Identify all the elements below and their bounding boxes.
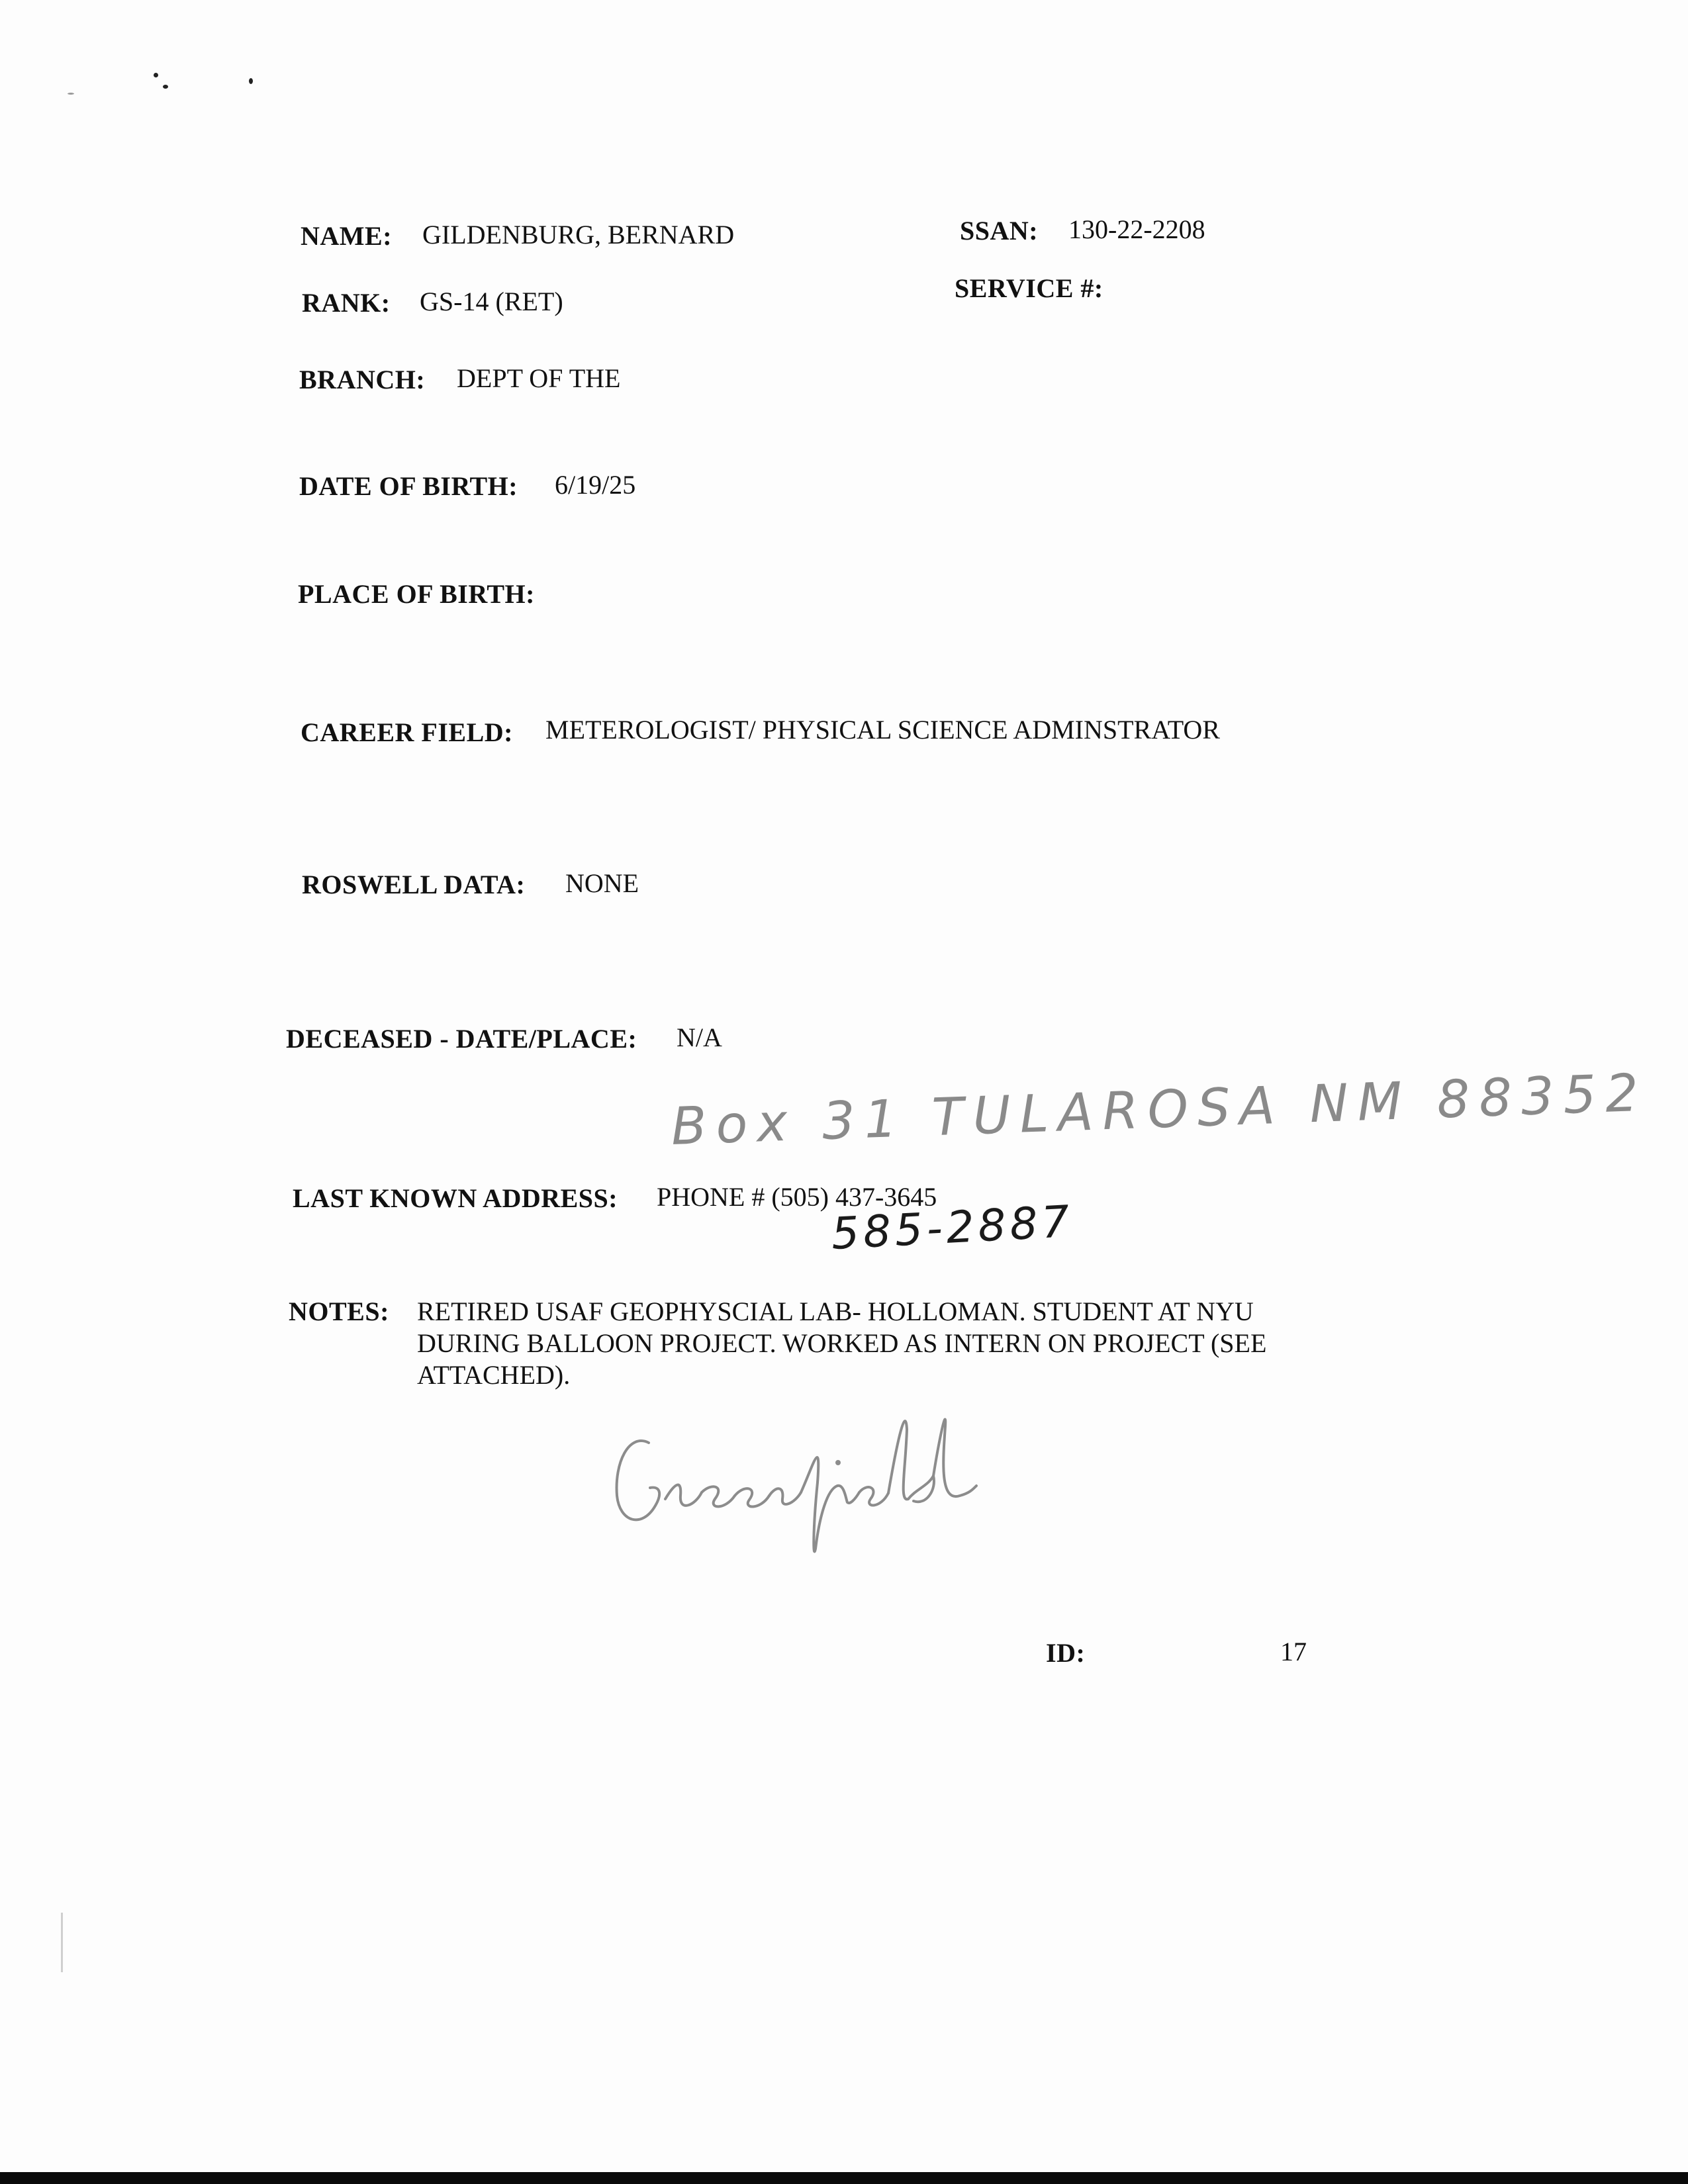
id-label: ID:: [1046, 1638, 1086, 1668]
roswell-label: ROSWELL DATA:: [302, 870, 526, 899]
notes-line: DURING BALLOON PROJECT. WORKED AS INTERN ON PROJECT (SEE: [417, 1328, 1267, 1358]
career-label: CAREER FIELD:: [301, 717, 513, 747]
scan-speck: [68, 93, 74, 95]
notes-label: NOTES:: [289, 1297, 389, 1326]
branch-label: BRANCH:: [299, 365, 426, 394]
career-value: METEROLOGIST/ PHYSICAL SCIENCE ADMINSTRATOR: [545, 715, 1220, 745]
address-field: [293, 1185, 618, 1212]
name-field: [301, 223, 392, 250]
dob-value: 6/19/25: [555, 470, 636, 500]
handwritten-signature: [602, 1363, 1013, 1555]
dob-field: [299, 473, 518, 500]
pob-field: [298, 581, 535, 608]
deceased-label: DECEASED - DATE/PLACE:: [286, 1024, 637, 1054]
address-value: PHONE # (505) 437-3645: [657, 1182, 937, 1212]
notes-line: RETIRED USAF GEOPHYSCIAL LAB- HOLLOMAN. STUDENT AT NYU: [417, 1297, 1254, 1326]
roswell-value: NONE: [565, 868, 639, 898]
scan-speck: [163, 85, 168, 89]
rank-field: [302, 290, 391, 316]
scan-speck: [154, 73, 158, 77]
ssan-value: 130-22-2208: [1068, 214, 1205, 244]
deceased-value: N/A: [677, 1023, 722, 1052]
dob-label: DATE OF BIRTH:: [299, 471, 518, 501]
roswell-field: [302, 872, 525, 898]
address-label: LAST KNOWN ADDRESS:: [293, 1183, 618, 1213]
handwritten-phone: 585-2887: [829, 1195, 1075, 1259]
id-value: 17: [1280, 1637, 1307, 1666]
name-label: NAME:: [301, 221, 393, 251]
career-field: [301, 719, 513, 746]
deceased-field: [286, 1026, 637, 1052]
rank-value: GS-14 (RET): [420, 287, 563, 316]
notes-line: ATTACHED).: [417, 1360, 571, 1390]
scan-edge-mark: [61, 1913, 63, 1972]
ssan-field: [960, 218, 1038, 244]
id-field: [1046, 1640, 1085, 1666]
scan-bottom-border: [0, 2172, 1688, 2184]
handwritten-address: Box 31 TULAROSA NM 88352: [670, 1063, 1649, 1157]
branch-field: [299, 367, 425, 393]
rank-label: RANK:: [302, 288, 391, 318]
notes-field: [289, 1298, 389, 1325]
ssan-label: SSAN:: [960, 216, 1039, 246]
pob-label: PLACE OF BIRTH:: [298, 579, 535, 609]
service-field: [955, 275, 1103, 302]
name-value: GILDENBURG, BERNARD: [422, 220, 735, 250]
service-label: SERVICE #:: [955, 273, 1103, 303]
scan-speck: [249, 78, 253, 84]
branch-value: DEPT OF THE: [457, 363, 621, 393]
